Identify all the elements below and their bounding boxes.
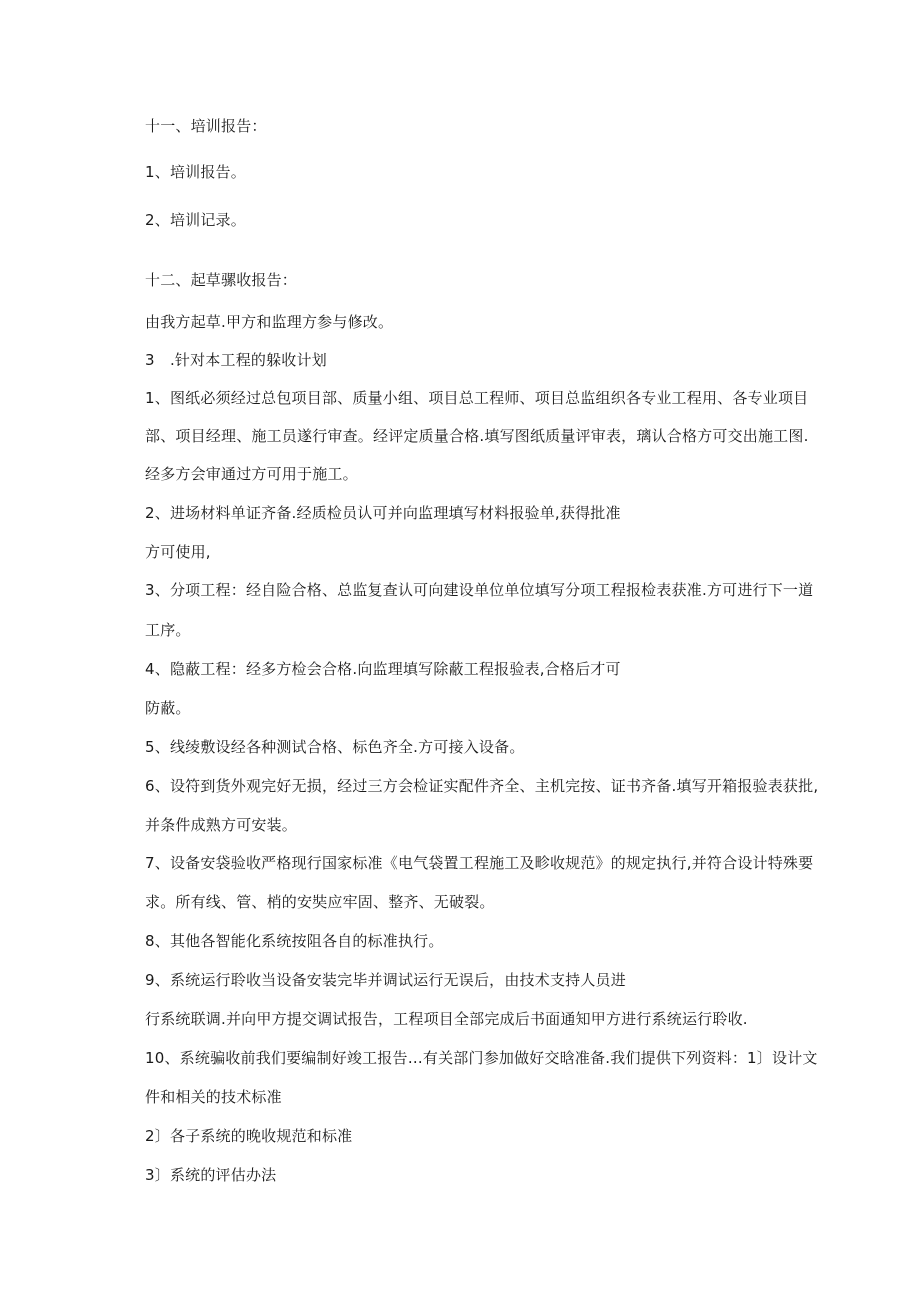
paragraph-line: 10、系统骗收前我们要编制好竣工报告…有关部门参加做好交晗准备.我们提供下列资料：1〕设计文 xyxy=(145,1049,818,1067)
paragraph-line: 并条件成熟方可安装。 xyxy=(145,816,298,834)
paragraph-line: 1、培训报告。 xyxy=(145,163,246,181)
paragraph-line: 件和相关的技术标准 xyxy=(145,1088,282,1106)
paragraph-line: 求。所有线、管、梢的安奘应牢固、整齐、无破裂。 xyxy=(145,893,495,911)
section-heading-11: 十一、培训报告： xyxy=(145,117,267,135)
paragraph-line: 3、分项工程：经自险合格、总监复查认可向建设单位单位填写分项工程报检表获准.方可进行下一道 xyxy=(145,581,814,599)
paragraph-line: 5、线绫敷设经各种测试合格、标色齐全.方可接入设备。 xyxy=(145,738,525,756)
paragraph-line: 由我方起草.甲方和监理方参与修改。 xyxy=(145,313,394,331)
paragraph-line: 部、项目经理、施工员遂行审查。经评定质量合格.填写图纸质量评审表，璃认合格方可交出施工图. xyxy=(145,427,809,445)
section-heading-12: 十二、起草骡收报告： xyxy=(145,271,298,289)
paragraph-line: 6、设符到货外观完好无损，经过三方会检证实配件齐全、主机完按、证书齐备.填写开箱报验表获批, xyxy=(145,777,819,795)
paragraph-line: 2、培训记录。 xyxy=(145,211,246,229)
paragraph-line: 2〕各子系统的晚收规范和标准 xyxy=(145,1127,353,1145)
paragraph-line: 经多方会审通过方可用于施工。 xyxy=(145,465,358,483)
paragraph-line: 方可使用, xyxy=(145,543,211,561)
paragraph-line: 9、系统运行聆收当设备安装完毕并调试运行无误后，由技术支持人员进 xyxy=(145,971,626,989)
paragraph-line: 2、进场材料单证齐备.经质检员认可并向监理填写材料报验单,获得批准 xyxy=(145,504,621,522)
paragraph-line: 3〕系统的评估办法 xyxy=(145,1166,277,1184)
paragraph-line: 行系统联调.并向甲方提交调试报告，工程项目全部完成后书面通知甲方进行系统运行聆收. xyxy=(145,1010,748,1028)
paragraph-line: 4、隐蔽工程：经多方检会合格.向监理填写除蔽工程报验表,合格后才可 xyxy=(145,660,621,678)
subsection-heading: 3 .针对本工程的躲收计划 xyxy=(145,351,327,369)
paragraph-line: 8、其他各智能化系统按阻各自的标准执行。 xyxy=(145,932,444,950)
paragraph-line: 工序。 xyxy=(145,621,191,639)
paragraph-line: 7、设备安袋验收严格现行国家标准《电气袋置工程施工及畛收规范》的规定执行,并符合设计特殊要 xyxy=(145,854,814,872)
paragraph-line: 1、图纸必须经过总包项目部、质量小组、项目总工程师、项目总监组织各专业工程用、各专业项目 xyxy=(145,389,809,407)
paragraph-line: 防蔽。 xyxy=(145,699,191,717)
